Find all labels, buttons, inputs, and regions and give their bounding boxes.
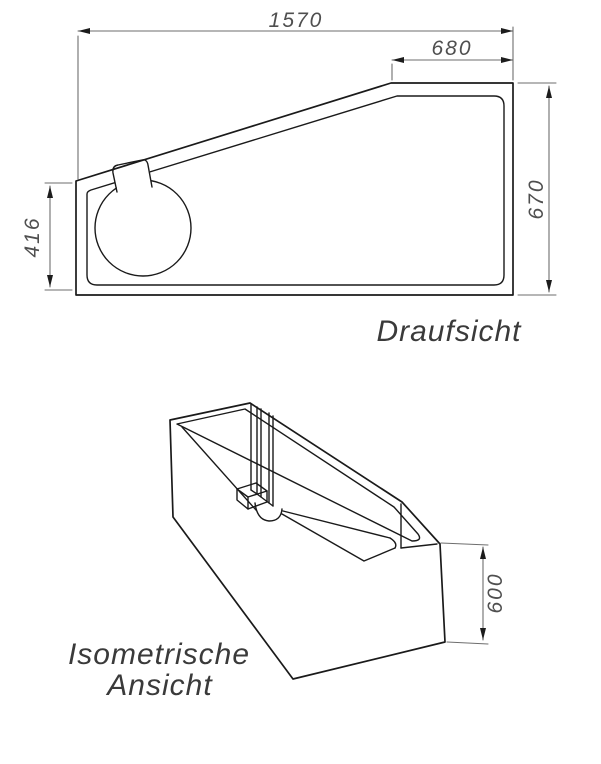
dim-text-416: 416 [21,216,44,258]
dimension-680 [392,37,513,80]
arrow-right [501,28,513,34]
arrow-right [501,57,513,63]
iso-inner-rim [177,409,420,541]
floor-slope-edge [282,514,395,561]
ext-line [447,642,488,644]
cut-bottom-edge [401,544,437,548]
dim-text-680: 680 [431,37,473,60]
iso-view [68,403,507,702]
arrow-top [546,86,552,98]
iso-cut-face [401,504,437,548]
dimension-600 [441,543,507,644]
dimension-1570 [78,9,513,179]
dim-text-670: 670 [525,178,548,220]
arrow-bottom [546,280,552,292]
dimension-416 [21,183,72,290]
dimension-670 [518,83,556,295]
top-view-inner-outline [87,96,504,285]
arrow-bottom [47,275,53,287]
iso-drain-arc [255,503,282,521]
iso-view-label-line2: Ansicht [107,669,213,702]
arrow-left [392,57,404,63]
dim-text-1570: 1570 [268,9,324,32]
arrow-left [78,28,90,34]
arrow-top [47,186,53,198]
arrow-bottom [480,628,486,640]
iso-floor [282,511,396,561]
ext-line [441,543,488,545]
iso-left-inner-slant [182,427,256,510]
floor-corner-arc [390,538,396,548]
iso-partition-column [251,404,273,506]
dim-text-600: 600 [484,572,507,614]
iso-view-label-line1: Isometrische [67,638,251,671]
top-view-label: Draufsicht [376,315,522,348]
top-view [21,9,556,348]
arrow-top [480,547,486,559]
